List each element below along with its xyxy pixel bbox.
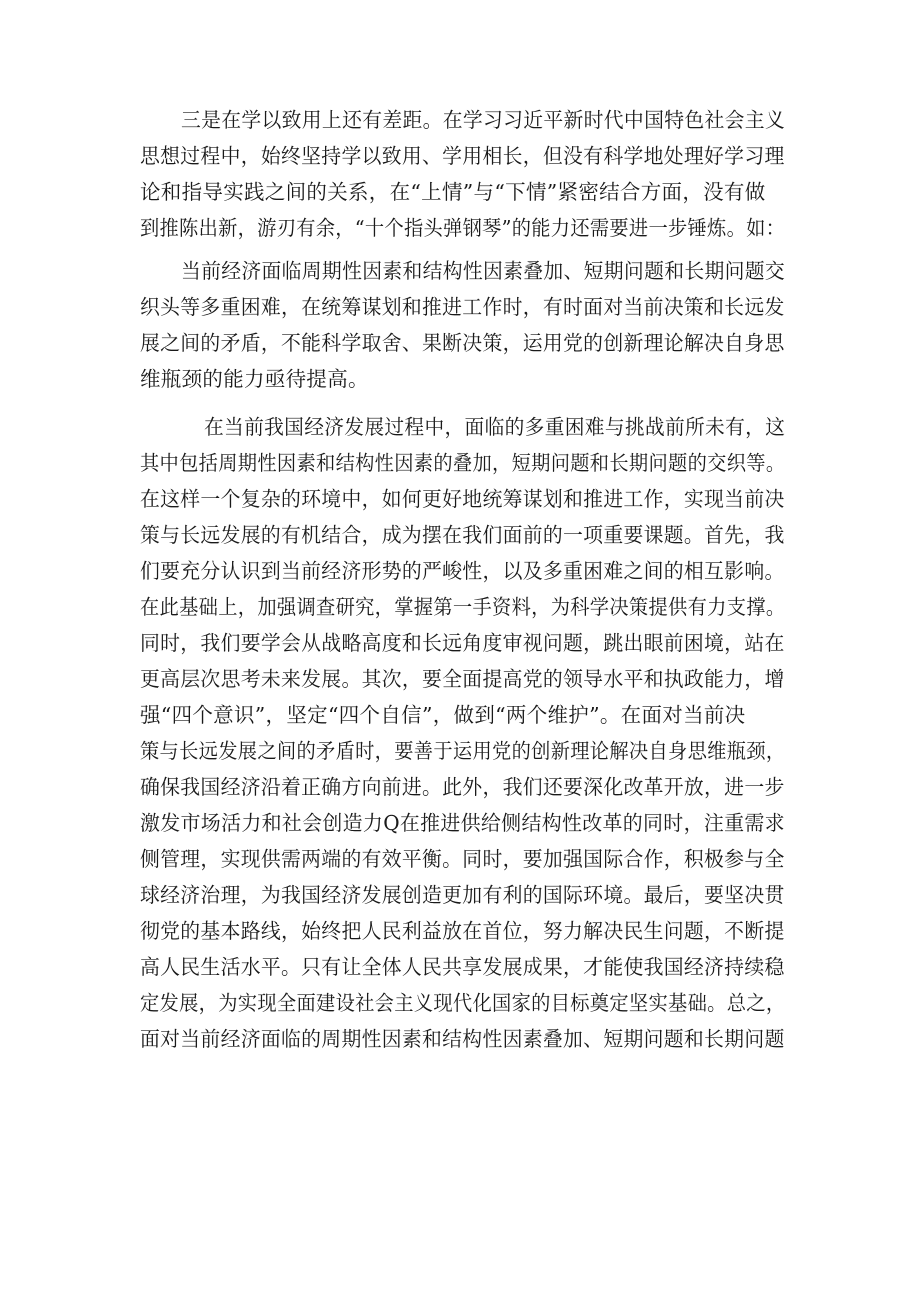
paragraph-3-line-8: 更高层次思考未来发展。其次，要全面提高党的领导水平和执政能力，增: [140, 667, 785, 691]
paragraph-3-line-9: 强“四个意识”，坚定“四个自信”，做到“两个维护”。在面对当前决: [140, 703, 746, 727]
paragraph-1-line-3: 论和指导实践之间的关系，在“上情”与“下情”紧密结合方面，没有做: [140, 180, 766, 204]
paragraph-3-line-2: 其中包括周期性因素和结构性因素的叠加，短期问题和长期问题的交织等。: [140, 451, 786, 475]
paragraph-3-line-10: 策与长远发展之间的矛盾时，要善于运用党的创新理论解决自身思维瓶颈，: [140, 739, 786, 763]
paragraph-3-line-18: 面对当前经济面临的周期性因素和结构性因素叠加、短期问题和长期问题: [140, 1027, 785, 1051]
paragraph-2-line-3: 展之间的矛盾，不能科学取舍、果断决策，运用党的创新理论解决自身思: [140, 331, 785, 355]
paragraph-3-line-7: 同时，我们要学会从战略高度和长远角度审视问题，跳出眼前困境，站在: [140, 631, 785, 655]
paragraph-3-line-16: 高人民生活水平。只有让全体人民共享发展成果，才能使我国经济持续稳: [140, 955, 785, 979]
paragraph-3-line-13: 侧管理，实现供需两端的有效平衡。同时，要加强国际合作，积极参与全: [140, 847, 785, 871]
paragraph-3-line-1: 在当前我国经济发展过程中，面临的多重困难与挑战前所未有，这: [204, 415, 786, 439]
paragraph-1-line-2: 思想过程中，始终坚持学以致用、学用相长，但没有科学地处理好学习理: [140, 144, 785, 168]
paragraph-3-line-4: 策与长远发展的有机结合，成为摆在我们面前的一项重要课题。首先，我: [140, 523, 785, 547]
paragraph-3-line-3: 在这样一个复杂的环境中，如何更好地统筹谋划和推进工作，实现当前决: [140, 487, 785, 511]
paragraph-3-line-14: 球经济治理，为我国经济发展创造更加有利的国际环境。最后，要坚决贯: [140, 883, 785, 907]
paragraph-3-line-11: 确保我国经济沿着正确方向前进。此外，我们还要深化改革开放，进一步: [140, 775, 785, 799]
paragraph-1-line-1: 三是在学以致用上还有差距。在学习习近平新时代中国特色社会主义: [181, 108, 785, 132]
paragraph-3-line-6: 在此基础上，加强调查研究，掌握第一手资料，为科学决策提供有力支撑。: [140, 595, 786, 619]
paragraph-3-line-5: 们要充分认识到当前经济形势的严峻性，以及多重困难之间的相互影响。: [140, 559, 785, 583]
paragraph-3-line-12: 激发市场活力和社会创造力Q在推进供给侧结构性改革的同时，注重需求: [140, 811, 785, 835]
paragraph-1-line-4: 到推陈出新，游刃有余，“十个指头弹钢琴”的能力还需要进一步锤炼。如：: [140, 216, 786, 240]
paragraph-2-line-1: 当前经济面临周期性因素和结构性因素叠加、短期问题和长期问题交: [181, 259, 785, 283]
paragraph-3-line-15: 彻党的基本路线，始终把人民利益放在首位，努力解决民生问题，不断提: [140, 919, 785, 943]
paragraph-2-line-4: 维瓶颈的能力亟待提高。: [140, 367, 369, 391]
paragraph-2-line-2: 织头等多重困难，在统筹谋划和推进工作时，有时面对当前决策和长远发: [140, 295, 785, 319]
paragraph-3-line-17: 定发展，为实现全面建设社会主义现代化国家的目标奠定坚实基础。总之，: [140, 991, 786, 1015]
